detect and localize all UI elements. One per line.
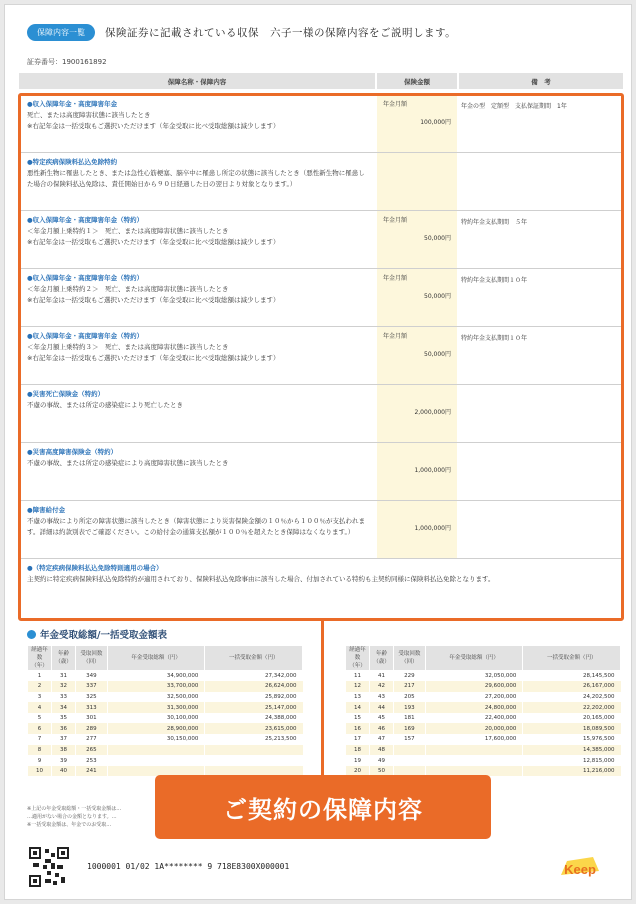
cell-age: 44: [369, 702, 393, 713]
coverage-text: 死亡、または高度障害状態に該当したとき ※右記年金は一括受取もご選択いただけます（年金受取に比べ受取総額は減少します）: [27, 111, 280, 130]
coverage-text: ＜年金月額上乗特約２＞ 死亡、または高度障害状態に該当したとき ※右記年金は一括受取もご選択いただけます（年金受取に比べ受取総額は減少します）: [27, 285, 280, 304]
cell-total: 34,900,000: [107, 671, 205, 682]
amount-value: 50,000円: [424, 293, 451, 300]
coverage-name: ●障害給付金: [27, 506, 66, 514]
coverage-note: 特約年金支払期間１０年: [461, 335, 528, 342]
cell-lump: 28,145,500: [523, 671, 621, 682]
cell-age: 41: [369, 671, 393, 682]
cell-count: 169: [393, 723, 425, 734]
cell-count: 277: [75, 734, 107, 745]
cell-total: 32,050,000: [425, 671, 523, 682]
cell-age: 45: [369, 713, 393, 724]
annuity-row: [346, 671, 621, 682]
cell-lump: 25,147,000: [205, 702, 303, 713]
coverage-name: ●災害高度障害保険金（特約）: [27, 448, 118, 456]
coverage-table-header: [19, 73, 623, 89]
col-header-name: 保障名称・保障内容: [19, 73, 375, 89]
cell-age: 42: [369, 681, 393, 692]
th-years: 経過年数（年）: [346, 646, 370, 671]
annuity-row: [346, 734, 621, 745]
coverage-text: 不慮の事故、または所定の感染症により死亡したとき: [27, 401, 183, 409]
coverage-row: [19, 443, 623, 501]
cell-total: 24,800,000: [425, 702, 523, 713]
cell-years: 12: [346, 681, 370, 692]
banner-text: ご契約の保障内容: [223, 795, 423, 824]
coverage-note: [457, 385, 621, 442]
cell-lump: 22,202,000: [523, 702, 621, 713]
cell-years: 17: [346, 734, 370, 745]
amount-value: 2,000,000円: [414, 409, 451, 416]
cell-lump: 20,165,000: [523, 713, 621, 724]
th-lump: 一括受取金額（円）: [205, 646, 303, 671]
cell-age: 49: [369, 755, 393, 766]
coverage-row: [19, 95, 623, 153]
coverage-note: 特約年金支払期間 ５年: [461, 219, 528, 226]
cell-lump: 25,213,500: [205, 734, 303, 745]
cell-lump: 15,976,500: [523, 734, 621, 745]
coverage-row: [19, 501, 623, 559]
th-total: 年金受取総額（円）: [107, 646, 205, 671]
coverage-note: [457, 501, 621, 558]
cell-total: 33,700,000: [107, 681, 205, 692]
annuity-row: [346, 692, 621, 703]
cell-age: 47: [369, 734, 393, 745]
cell-age: 38: [51, 745, 75, 756]
coverage-name: ●収入保障年金・高度障害年金（特約）: [27, 216, 144, 224]
cell-lump: 27,342,000: [205, 671, 303, 682]
cell-years: 20: [346, 766, 370, 777]
qr-code-icon: [29, 847, 69, 887]
cell-age: 39: [51, 755, 75, 766]
cell-lump: [205, 745, 303, 756]
coverage-text: 悪性新生物に罹患したとき、または急性心筋梗塞、脳卒中に罹患し所定の状態に該当したとき（悪性新生物に罹患した場合の保険料払込免除は、責任開始日から９０日経過した日の翌日より対象となります。）: [27, 169, 365, 188]
th-age: 年齢（歳）: [51, 646, 75, 671]
coverage-list: [19, 95, 623, 615]
coverage-note: [457, 153, 621, 210]
annuity-row: [346, 745, 621, 756]
cell-count: 193: [393, 702, 425, 713]
annuity-row: [28, 671, 303, 682]
cell-total: 31,300,000: [107, 702, 205, 713]
cell-age: 37: [51, 734, 75, 745]
cell-lump: 12,815,000: [523, 755, 621, 766]
coverage-name: ●（特定疾病保険料払込免除特則適用の場合）: [27, 564, 163, 572]
cell-age: 35: [51, 713, 75, 724]
amount-unit: 年金月額: [383, 217, 408, 224]
amount-unit: 年金月額: [383, 101, 408, 108]
cell-lump: 14,385,000: [523, 745, 621, 756]
cell-age: 34: [51, 702, 75, 713]
amount-value: 50,000円: [424, 235, 451, 242]
cell-years: 2: [28, 681, 52, 692]
amount-value: 100,000円: [420, 119, 451, 126]
cell-count: 313: [75, 702, 107, 713]
cell-count: 337: [75, 681, 107, 692]
section-badge: 保障内容一覧: [27, 24, 95, 41]
cell-total: [425, 745, 523, 756]
coverage-note: [457, 443, 621, 500]
cell-age: 50: [369, 766, 393, 777]
document-page: [4, 4, 632, 900]
cell-total: 30,100,000: [107, 713, 205, 724]
annuity-row: [346, 755, 621, 766]
cell-count: 301: [75, 713, 107, 724]
cell-count: [393, 755, 425, 766]
logo-text: Keep: [564, 862, 596, 877]
cell-years: 6: [28, 723, 52, 734]
coverage-row: [19, 211, 623, 269]
cell-total: 30,150,000: [107, 734, 205, 745]
coverage-text: 不慮の事故、または所定の感染症により高度障害状態に該当したとき: [27, 459, 229, 467]
annuity-table-right: [345, 645, 621, 776]
cell-count: 289: [75, 723, 107, 734]
cell-age: 40: [51, 766, 75, 777]
cell-years: 1: [28, 671, 52, 682]
cell-age: 48: [369, 745, 393, 756]
cell-years: 8: [28, 745, 52, 756]
coverage-text: 不慮の事故により所定の障害状態に該当したとき（障害状態により災害保険金額の１０％から１００％が支払われます。詳細は約款別表でご確認ください。この給付金の通算支払額が１００％を超えたとき保障はなくなります。）: [27, 517, 365, 536]
cell-years: 9: [28, 755, 52, 766]
contract-coverage-banner: [155, 775, 491, 839]
coverage-row: [19, 385, 623, 443]
cell-count: 241: [75, 766, 107, 777]
annuity-title-text: 年金受取総額/一括受取金額表: [40, 630, 167, 641]
cell-age: 43: [369, 692, 393, 703]
cell-total: [107, 745, 205, 756]
cell-count: 181: [393, 713, 425, 724]
cell-years: 18: [346, 745, 370, 756]
cell-total: [107, 755, 205, 766]
cell-lump: 26,624,000: [205, 681, 303, 692]
cell-age: 31: [51, 671, 75, 682]
certificate-number: 証券番号：1900161892: [27, 58, 107, 66]
col-header-amount: 保険金額: [377, 73, 457, 89]
coverage-name: ●特定疾病保険料払込免除特約: [27, 158, 118, 166]
cell-total: [425, 755, 523, 766]
cell-years: 19: [346, 755, 370, 766]
annuity-row: [28, 745, 303, 756]
cell-total: 32,500,000: [107, 692, 205, 703]
cell-count: 325: [75, 692, 107, 703]
annuity-section-title: [27, 627, 167, 641]
cell-count: [393, 745, 425, 756]
amount-unit: 年金月額: [383, 275, 408, 282]
cell-count: 205: [393, 692, 425, 703]
th-count: 受取回数（回）: [393, 646, 425, 671]
cell-years: 16: [346, 723, 370, 734]
reference-code: 1000001 01/02 1A******** 9 718E8300X000001: [87, 862, 290, 871]
cell-count: 217: [393, 681, 425, 692]
coverage-name: ●災害死亡保険金（特約）: [27, 390, 105, 398]
cell-count: 265: [75, 745, 107, 756]
coverage-row: [19, 327, 623, 385]
annuity-row: [346, 681, 621, 692]
cell-total: 20,000,000: [425, 723, 523, 734]
col-header-note: 備 考: [459, 73, 623, 89]
amount-unit: 年金月額: [383, 333, 408, 340]
keep-logo: [557, 853, 603, 883]
cell-years: 10: [28, 766, 52, 777]
coverage-name: ●収入保障年金・高度障害年金（特約）: [27, 332, 144, 340]
coverage-text: ＜年金月額上乗特約３＞ 死亡、または高度障害状態に該当したとき ※右記年金は一括受取もご選択いただけます（年金受取に比べ受取総額は減少します）: [27, 343, 280, 362]
cell-total: 17,600,000: [425, 734, 523, 745]
cell-total: 28,900,000: [107, 723, 205, 734]
cell-years: 13: [346, 692, 370, 703]
cell-years: 3: [28, 692, 52, 703]
th-total: 年金受取総額（円）: [425, 646, 523, 671]
cell-years: 14: [346, 702, 370, 713]
cell-lump: 23,615,000: [205, 723, 303, 734]
coverage-name: ●収入保障年金・高度障害年金（特約）: [27, 274, 144, 282]
cell-count: 157: [393, 734, 425, 745]
cell-total: 22,400,000: [425, 713, 523, 724]
coverage-note: 年金の型 定額型 支払保証期間 1年: [461, 103, 567, 110]
annuity-row: [346, 713, 621, 724]
cell-years: 4: [28, 702, 52, 713]
cell-lump: 25,892,000: [205, 692, 303, 703]
annuity-footnote: ※上記の年金受取総額・一括受取金額は… …適用がない場合の金額となります。… ※一括受取金額は、年金でのお受取…: [27, 806, 122, 828]
annuity-row: [28, 755, 303, 766]
annuity-row: [346, 723, 621, 734]
cell-lump: 26,167,000: [523, 681, 621, 692]
cell-count: 229: [393, 671, 425, 682]
cell-lump: 11,216,000: [523, 766, 621, 777]
cell-age: 32: [51, 681, 75, 692]
coverage-row: [19, 269, 623, 327]
page-header: [27, 23, 456, 41]
annuity-row: [28, 681, 303, 692]
bullet-icon: [27, 630, 36, 639]
cell-age: 36: [51, 723, 75, 734]
amount-value: 1,000,000円: [414, 525, 451, 532]
coverage-row: [19, 559, 623, 615]
cell-age: 33: [51, 692, 75, 703]
highlight-connector: [321, 621, 324, 775]
cell-total: 29,600,000: [425, 681, 523, 692]
annuity-row: [346, 702, 621, 713]
annuity-row: [28, 713, 303, 724]
cell-lump: 18,089,500: [523, 723, 621, 734]
cell-lump: [205, 755, 303, 766]
amount-value: 1,000,000円: [414, 467, 451, 474]
coverage-name: ●収入保障年金・高度障害年金: [27, 100, 118, 108]
cell-years: 11: [346, 671, 370, 682]
annuity-row: [28, 734, 303, 745]
coverage-row: [19, 153, 623, 211]
cell-count: 349: [75, 671, 107, 682]
annuity-row: [28, 702, 303, 713]
th-lump: 一括受取金額（円）: [523, 646, 621, 671]
cell-count: 253: [75, 755, 107, 766]
cell-years: 15: [346, 713, 370, 724]
cell-age: 46: [369, 723, 393, 734]
th-count: 受取回数（回）: [75, 646, 107, 671]
page-title: 保険証券に記載されている収保 六子一様の保障内容をご説明します。: [105, 26, 457, 39]
th-years: 経過年数（年）: [28, 646, 52, 671]
annuity-row: [28, 692, 303, 703]
coverage-note: 特約年金支払期間１０年: [461, 277, 528, 284]
coverage-text: 主契約に特定疾病保険料払込免除特約が適用されており、保険料払込免除事由に該当した場合、付加されている特約も主契約同様に保険料払込免除となります。: [27, 575, 495, 583]
cell-total: 27,200,000: [425, 692, 523, 703]
cell-years: 7: [28, 734, 52, 745]
coverage-text: ＜年金月額上乗特約１＞ 死亡、または高度障害状態に該当したとき ※右記年金は一括受取もご選択いただけます（年金受取に比べ受取総額は減少します）: [27, 227, 280, 246]
th-age: 年齢（歳）: [369, 646, 393, 671]
annuity-row: [28, 723, 303, 734]
cell-lump: 24,388,000: [205, 713, 303, 724]
amount-value: 50,000円: [424, 351, 451, 358]
cell-years: 5: [28, 713, 52, 724]
annuity-table-left: [27, 645, 303, 776]
cell-lump: 24,202,500: [523, 692, 621, 703]
